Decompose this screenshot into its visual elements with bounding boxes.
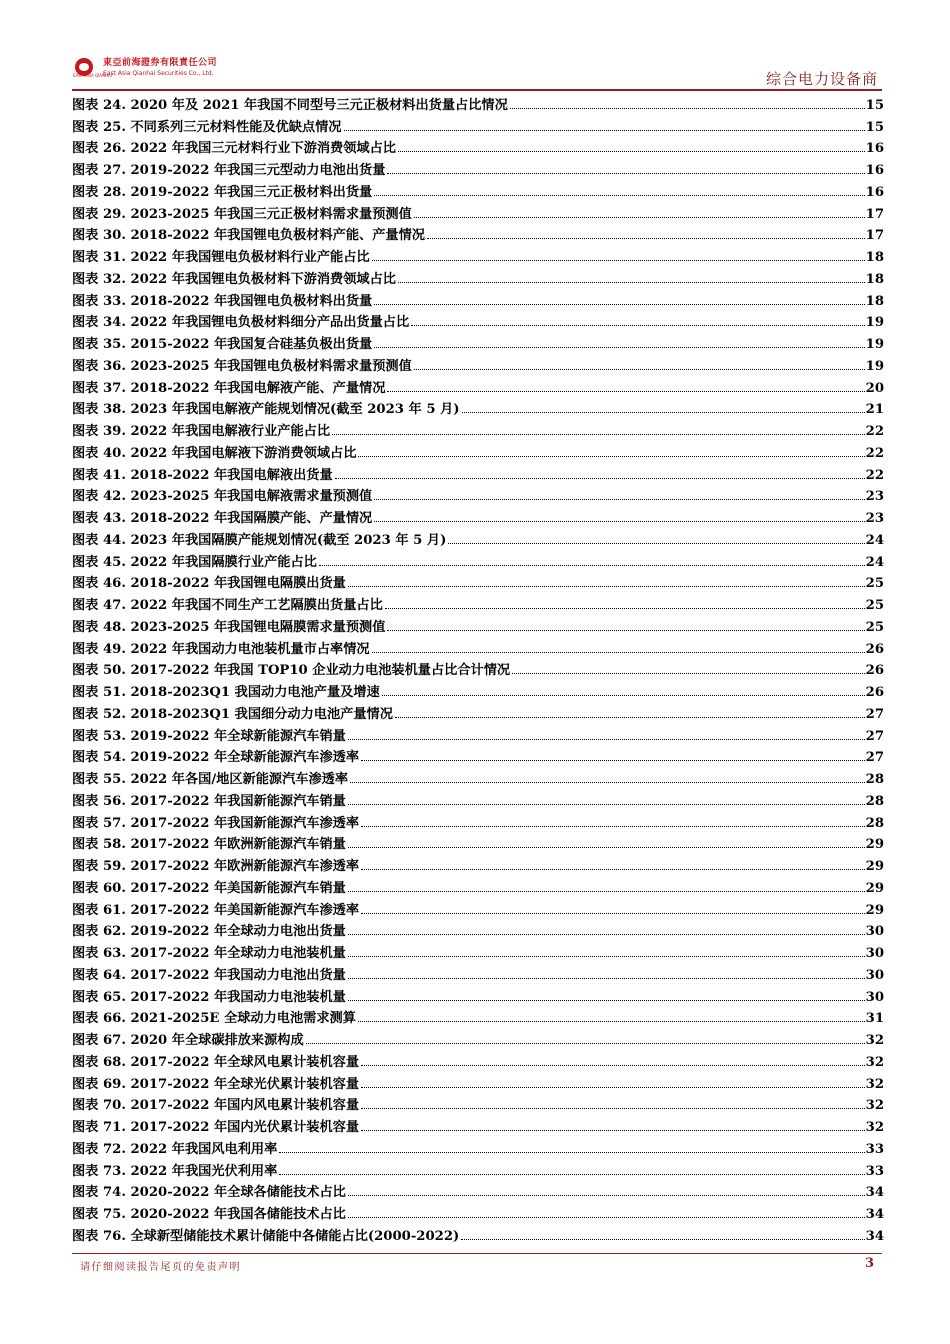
toc-entry-page: 23 [865,489,884,505]
toc-entry-title: 图表 62. 2019-2022 年全球动力电池出货量 [72,924,346,940]
toc-entry-title: 图表 68. 2017-2022 年全球风电累计装机容量 [72,1054,360,1070]
toc-entry-page: 30 [865,989,884,1005]
toc-entry-page: 29 [865,837,884,853]
toc-dot-leader [374,304,864,305]
toc-entry[interactable] [72,1157,884,1179]
toc-entry[interactable] [72,983,884,1005]
toc-dot-leader [448,543,864,544]
toc-entry[interactable] [72,744,884,766]
toc-entry-page: 27 [865,728,884,744]
toc-dot-leader [462,412,865,413]
toc-entry-title: 图表 34. 2022 年我国锂电负极材料细分产品出货量占比 [72,315,410,331]
toc-entry-title: 图表 71. 2017-2022 年国内光伏累计装机容量 [72,1120,360,1135]
toc-dot-leader [348,739,865,740]
toc-entry-title: 图表 45. 2022 年我国隔膜行业产能占比 [72,554,317,570]
toc-entry[interactable] [72,1092,884,1114]
toc-entry-title: 图表 47. 2022 年我国不同生产工艺隔膜出货量占比 [72,598,383,613]
toc-entry-title: 图表 52. 2018-2023Q1 我国细分动力电池产量情况 [72,706,393,722]
toc-entry-title: 图表 40. 2022 年我国电解液下游消费领域占比 [72,445,357,461]
toc-entry-title: 图表 36. 2023-2025 年我国锂电负极材料需求量预测值 [72,358,412,374]
toc-dot-leader [279,1152,864,1153]
toc-entry[interactable] [72,396,884,418]
toc-entry[interactable] [72,309,884,331]
toc-entry-page: 26 [865,685,884,700]
toc-dot-leader [510,108,865,109]
toc-entry[interactable] [72,200,884,222]
toc-entry[interactable] [72,222,884,244]
toc-entry-title: 图表 27. 2019-2022 年我国三元型动力电池出货量 [72,163,386,178]
toc-entry-page: 29 [865,859,884,874]
footer-divider [72,1253,882,1254]
page-header [0,0,950,100]
toc-dot-leader [348,978,865,979]
toc-dot-leader [461,1239,864,1240]
toc-entry-page: 33 [865,1163,884,1179]
toc-entry[interactable] [72,657,884,679]
toc-dot-leader [414,217,865,218]
toc-dot-leader [414,369,865,370]
toc-dot-leader [335,478,865,479]
toc-dot-leader [348,1195,865,1196]
toc-entry[interactable] [72,526,884,548]
toc-entry[interactable] [72,765,884,787]
toc-entry-page: 32 [865,1120,884,1135]
toc-entry-title: 图表 41. 2018-2022 年我国电解液出货量 [72,467,333,483]
report-category: 综合电力设备商 [765,70,878,88]
disclaimer-note: 请仔细阅读报告尾页的免责声明 [80,1262,241,1273]
toc-entry-page: 17 [865,206,884,222]
toc-entry-page: 25 [865,576,884,592]
toc-dot-leader [374,195,864,196]
toc-entry[interactable] [72,352,884,374]
toc-entry-page: 18 [865,271,884,287]
toc-dot-leader [427,238,865,239]
toc-entry-page: 32 [865,1054,884,1070]
toc-entry-page: 24 [865,532,884,548]
toc-entry[interactable] [72,852,884,874]
toc-entry[interactable] [72,1179,884,1201]
toc-entry-title: 图表 24. 2020 年及 2021 年我国不同型号三元正极材料出货量占比情况 [72,97,508,113]
toc-entry[interactable] [72,918,884,940]
toc-dot-leader [344,130,865,131]
toc-entry-title: 图表 75. 2020-2022 年我国各储能技术占比 [72,1207,346,1222]
toc-entry-title: 图表 66. 2021-2025E 全球动力电池需求测算 [72,1011,356,1027]
toc-dot-leader [372,652,865,653]
toc-dot-leader [374,499,864,500]
toc-entry-title: 图表 25. 不同系列三元材料性能及优缺点情况 [72,119,342,135]
toc-entry-title: 图表 35. 2015-2022 年我国复合硅基负极出货量 [72,337,373,352]
toc-entry-page: 17 [865,228,884,244]
toc-entry[interactable] [72,265,884,287]
toc-entry-page: 30 [865,967,884,983]
logo-emblem-icon: EAST ASIA QIANHAI [73,56,97,80]
toc-entry-page: 34 [865,1185,884,1201]
toc-entry-page: 26 [865,663,884,679]
toc-entry-title: 图表 48. 2023-2025 年我国锂电隔膜需求量预测值 [72,619,386,635]
toc-dot-leader [361,826,865,827]
toc-entry[interactable] [72,961,884,983]
figure-list [72,91,884,1244]
toc-entry[interactable] [72,570,884,592]
toc-entry[interactable] [72,1070,884,1092]
toc-entry[interactable] [72,1222,884,1244]
company-name-en: East Asia Qianhai Securities Co., Ltd. [103,70,214,77]
toc-entry-title: 图表 72. 2022 年我国风电利用率 [72,1141,278,1157]
toc-entry-title: 图表 29. 2023-2025 年我国三元正极材料需求量预测值 [72,206,412,222]
toc-entry-title: 图表 60. 2017-2022 年美国新能源汽车销量 [72,880,346,896]
toc-entry-title: 图表 59. 2017-2022 年欧洲新能源汽车渗透率 [72,859,360,874]
toc-entry-page: 34 [865,1228,884,1244]
toc-entry[interactable] [72,700,884,722]
toc-entry[interactable] [72,613,884,635]
toc-entry-title: 图表 37. 2018-2022 年我国电解液产能、产量情况 [72,380,386,396]
toc-dot-leader [374,521,864,522]
toc-entry-title: 图表 76. 全球新型储能技术累计储能中各储能占比(2000-2022) [72,1228,460,1244]
toc-dot-leader [387,173,864,174]
toc-entry-title: 图表 70. 2017-2022 年国内风电累计装机容量 [72,1098,360,1114]
toc-entry[interactable] [72,504,884,526]
toc-entry-page: 18 [865,293,884,309]
toc-entry-title: 图表 51. 2018-2023Q1 我国动力电池产量及增速 [72,685,380,700]
toc-entry-page: 19 [865,358,884,374]
toc-entry-page: 16 [865,163,884,178]
toc-entry-page: 30 [865,924,884,940]
toc-entry-title: 图表 28. 2019-2022 年我国三元正极材料出货量 [72,184,373,200]
toc-dot-leader [398,282,865,283]
toc-entry-title: 图表 58. 2017-2022 年欧洲新能源汽车销量 [72,837,346,853]
toc-entry-title: 图表 65. 2017-2022 年我国动力电池装机量 [72,989,346,1005]
toc-entry[interactable] [72,896,884,918]
toc-entry-title: 图表 31. 2022 年我国锂电负极材料行业产能占比 [72,250,370,265]
toc-dot-leader [358,456,864,457]
toc-entry-page: 30 [865,946,884,961]
toc-entry[interactable] [72,874,884,896]
toc-entry-page: 22 [865,467,884,483]
toc-dot-leader [348,847,865,848]
toc-entry[interactable] [72,1200,884,1222]
toc-entry-page: 15 [865,119,884,135]
toc-entry-title: 图表 39. 2022 年我国电解液行业产能占比 [72,424,331,439]
toc-entry-page: 27 [865,750,884,766]
toc-entry-page: 29 [865,902,884,918]
toc-entry-title: 图表 42. 2023-2025 年我国电解液需求量预测值 [72,489,373,505]
toc-entry-title: 图表 73. 2022 年我国光伏利用率 [72,1163,278,1179]
toc-dot-leader [348,586,865,587]
toc-entry-page: 19 [865,337,884,352]
toc-dot-leader [361,1065,865,1066]
toc-dot-leader [348,956,865,957]
toc-entry[interactable] [72,722,884,744]
toc-dot-leader [512,673,865,674]
toc-entry-title: 图表 30. 2018-2022 年我国锂电负极材料产能、产量情况 [72,228,425,244]
toc-entry-page: 22 [865,424,884,439]
toc-dot-leader [361,913,865,914]
toc-entry-title: 图表 57. 2017-2022 年我国新能源汽车渗透率 [72,815,360,831]
toc-entry-page: 33 [865,1141,884,1157]
toc-entry-title: 图表 53. 2019-2022 年全球新能源汽车销量 [72,728,346,744]
toc-entry-page: 21 [865,402,884,418]
toc-dot-leader [348,934,865,935]
toc-entry[interactable] [72,939,884,961]
toc-entry-page: 25 [865,619,884,635]
toc-entry[interactable] [72,243,884,265]
toc-entry-title: 图表 56. 2017-2022 年我国新能源汽车销量 [72,793,346,809]
toc-entry-title: 图表 74. 2020-2022 年全球各储能技术占比 [72,1185,346,1201]
toc-entry[interactable] [72,135,884,157]
toc-entry[interactable] [72,287,884,309]
toc-dot-leader [348,1000,865,1001]
toc-entry-page: 28 [865,793,884,809]
toc-entry[interactable] [72,374,884,396]
company-name-cn: 東亞前海證券有限責任公司 [103,58,218,68]
toc-dot-leader [306,1043,865,1044]
toc-dot-leader [361,1087,865,1088]
toc-entry-title: 图表 55. 2022 年各国/地区新能源汽车渗透率 [72,772,349,787]
toc-dot-leader [361,760,865,761]
toc-dot-leader [279,1174,864,1175]
toc-entry-page: 26 [865,641,884,657]
toc-entry[interactable] [72,1113,884,1135]
company-logo [73,56,248,80]
page-number: 3 [864,1256,874,1271]
toc-entry[interactable] [72,156,884,178]
toc-dot-leader [385,608,865,609]
toc-dot-leader [319,565,865,566]
toc-entry-page: 31 [865,1011,884,1027]
toc-entry-page: 15 [865,97,884,113]
toc-entry[interactable] [72,483,884,505]
toc-entry-page: 16 [865,184,884,200]
toc-entry-title: 图表 38. 2023 年我国电解液产能规划情况(截至 2023 年 5 月) [72,402,460,418]
toc-entry[interactable] [72,635,884,657]
toc-dot-leader [350,782,865,783]
toc-entry-page: 18 [865,250,884,265]
toc-entry-page: 32 [865,1098,884,1114]
toc-dot-leader [395,717,865,718]
toc-entry-page: 28 [865,772,884,787]
toc-entry[interactable] [72,1135,884,1157]
toc-entry[interactable] [72,831,884,853]
toc-dot-leader [348,804,865,805]
toc-entry-title: 图表 33. 2018-2022 年我国锂电负极材料出货量 [72,293,373,309]
toc-entry-title: 图表 32. 2022 年我国锂电负极材料下游消费领域占比 [72,271,396,287]
toc-dot-leader [332,434,865,435]
toc-entry[interactable] [72,461,884,483]
toc-dot-leader [361,1130,865,1131]
toc-dot-leader [387,391,864,392]
toc-entry[interactable] [72,591,884,613]
toc-entry-page: 34 [865,1207,884,1222]
toc-entry-page: 25 [865,598,884,613]
toc-entry-page: 28 [865,815,884,831]
toc-entry-title: 图表 49. 2022 年我国动力电池装机量市占率情况 [72,641,370,657]
toc-dot-leader [411,325,864,326]
toc-entry-title: 图表 61. 2017-2022 年美国新能源汽车渗透率 [72,902,360,918]
toc-entry[interactable] [72,178,884,200]
toc-entry[interactable] [72,330,884,352]
toc-entry-title: 图表 46. 2018-2022 年我国锂电隔膜出货量 [72,576,346,592]
toc-entry-page: 24 [865,554,884,570]
toc-entry-title: 图表 63. 2017-2022 年全球动力电池装机量 [72,946,346,961]
toc-entry[interactable] [72,1048,884,1070]
toc-entry[interactable] [72,1005,884,1027]
toc-entry[interactable] [72,417,884,439]
toc-dot-leader [372,260,865,261]
toc-entry-page: 19 [865,315,884,331]
toc-entry[interactable] [72,809,884,831]
toc-dot-leader [348,891,865,892]
toc-dot-leader [382,695,865,696]
toc-dot-leader [398,151,865,152]
toc-dot-leader [358,1021,865,1022]
toc-entry[interactable] [72,548,884,570]
toc-entry-page: 23 [865,511,884,526]
toc-entry-title: 图表 26. 2022 年我国三元材料行业下游消费领域占比 [72,141,396,157]
toc-entry-title: 图表 69. 2017-2022 年全球光伏累计装机容量 [72,1076,360,1092]
toc-entry[interactable] [72,91,884,113]
toc-entry-page: 22 [865,445,884,461]
toc-dot-leader [374,347,864,348]
toc-dot-leader [387,630,864,631]
toc-entry-page: 29 [865,880,884,896]
toc-entry-title: 图表 64. 2017-2022 年我国动力电池出货量 [72,967,346,983]
toc-dot-leader [361,1108,865,1109]
toc-entry-title: 图表 54. 2019-2022 年全球新能源汽车渗透率 [72,750,360,766]
toc-entry-page: 32 [865,1033,884,1048]
toc-entry-title: 图表 44. 2023 年我国隔膜产能规划情况(截至 2023 年 5 月) [72,532,447,548]
toc-entry-page: 16 [865,141,884,157]
toc-entry-page: 20 [865,380,884,396]
toc-dot-leader [361,869,865,870]
toc-entry-page: 32 [865,1076,884,1092]
toc-entry-title: 图表 50. 2017-2022 年我国 TOP10 企业动力电池装机量占比合计情况 [72,663,511,679]
toc-entry-page: 27 [865,706,884,722]
toc-entry[interactable] [72,1026,884,1048]
toc-entry[interactable] [72,678,884,700]
toc-entry-title: 图表 67. 2020 年全球碳排放来源构成 [72,1033,304,1048]
toc-entry-title: 图表 43. 2018-2022 年我国隔膜产能、产量情况 [72,511,373,526]
toc-entry[interactable] [72,787,884,809]
toc-dot-leader [348,1217,865,1218]
toc-entry[interactable] [72,439,884,461]
toc-entry[interactable] [72,113,884,135]
